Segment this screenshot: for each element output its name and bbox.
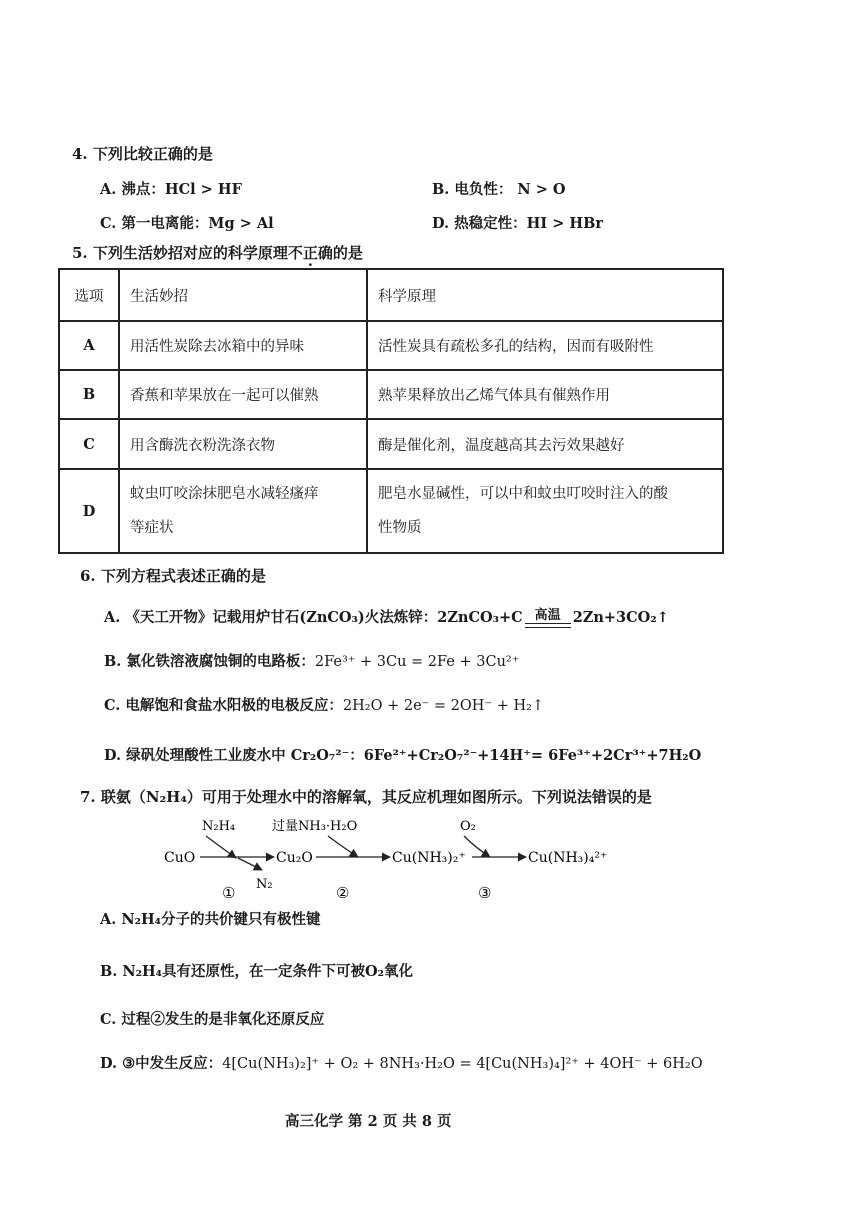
q6-option-c <box>104 694 544 715</box>
diagram-step3-label: ③ <box>478 884 492 902</box>
q5-row-tip: 香蕉和苹果放在一起可以催熟 <box>119 370 367 419</box>
q5-row-tip-line2: 等症状 <box>130 520 174 536</box>
diagram-reagent3-arrow <box>464 836 490 857</box>
diagram-cu2o: Cu₂O <box>276 850 313 866</box>
diagram-step2-label: ② <box>336 884 350 902</box>
q6-option-b-text: 氯化铁溶液腐蚀铜的电路板： <box>126 653 315 670</box>
q5-row-tip <box>119 469 367 553</box>
q5-row-principle <box>367 469 723 553</box>
diagram-cuo: CuO <box>164 850 196 866</box>
q7-option-c-label: C. <box>100 1011 117 1028</box>
q4-stem: 4. 下列比较正确的是 <box>72 145 213 163</box>
q7-option-b-label: B. <box>100 963 118 980</box>
q5-table <box>58 268 724 554</box>
q4-option-d-label: D. <box>432 215 450 232</box>
q5-stem-emphasis: 不正确 <box>287 244 333 262</box>
q5-row-principle: 酶是催化剂，温度越高其去污效果越好 <box>367 419 723 469</box>
q4-option-c <box>100 212 274 233</box>
q7-option-c-text: 过程②发生的是非氧化还原反应 <box>121 1011 325 1028</box>
q6-option-d-label: D. <box>104 747 122 764</box>
q4-option-d <box>432 212 603 233</box>
q7-option-a-label: A. <box>100 911 117 928</box>
q7-option-a <box>100 908 321 929</box>
q5-header-tip: 生活妙招 <box>119 269 367 321</box>
q4-option-b <box>432 178 566 199</box>
q6-option-b <box>104 650 519 671</box>
q4-option-b-text: 电负性： N > O <box>454 181 566 198</box>
q6-option-b-label: B. <box>104 653 122 670</box>
q7-option-d-equation: 4[Cu(NH₃)₂]⁺ + O₂ + 8NH₃·H₂O = 4[Cu(NH₃)₄]²⁺ + 4OH⁻ + 6H₂O <box>222 1056 703 1072</box>
q5-row-tip: 用含酶洗衣粉洗涤衣物 <box>119 419 367 469</box>
q5-row-key: D <box>59 469 119 553</box>
q6-option-a-condition-sign <box>525 609 571 628</box>
q6-option-a-condition: 高温 <box>534 607 561 623</box>
q4-option-c-text: 第一电离能：Mg > Al <box>121 215 274 232</box>
table-row <box>59 370 723 419</box>
q5-row-principle-line2: 性物质 <box>378 520 422 536</box>
q7-option-b-text: N₂H₄具有还原性，在一定条件下可被O₂氧化 <box>122 963 414 980</box>
q4-option-d-text: 热稳定性：HI > HBr <box>454 215 603 232</box>
q7-option-b <box>100 960 413 981</box>
q4-option-c-label: C. <box>100 215 117 232</box>
diagram-reagent1-arrow <box>206 836 236 858</box>
q5-stem-prefix: 5. 下列生活妙招对应的科学原理 <box>72 244 288 262</box>
q7-option-a-text: N₂H₄分子的共价键只有极性键 <box>121 911 321 928</box>
q5-row-principle-line1: 肥皂水显碱性，可以中和蚊虫叮咬时注入的酸 <box>378 486 668 502</box>
equals-bar <box>525 623 571 628</box>
q7-option-d <box>100 1052 703 1073</box>
q6-option-c-label: C. <box>104 697 121 714</box>
diagram-complex1: Cu(NH₃)₂⁺ <box>392 850 466 866</box>
diagram-complex2: Cu(NH₃)₄²⁺ <box>528 850 608 866</box>
q7-option-c <box>100 1008 324 1029</box>
q6-option-c-text: 电解饱和食盐水阳极的电极反应： <box>125 697 343 714</box>
q5-stem <box>72 242 363 263</box>
diagram-n2: N₂ <box>256 877 273 892</box>
q6-option-c-equation: 2H₂O + 2e⁻ = 2OH⁻ + H₂↑ <box>342 698 545 714</box>
q5-row-principle: 熟苹果释放出乙烯气体具有催熟作用 <box>367 370 723 419</box>
table-row <box>59 419 723 469</box>
q5-row-tip: 用活性炭除去冰箱中的异味 <box>119 321 367 370</box>
diagram-byproduct-arrow <box>238 858 262 870</box>
q5-table-header <box>59 269 723 321</box>
q7-stem: 7. 联氨（N₂H₄）可用于处理水中的溶解氧，其反应机理如图所示。下列说法错误的是 <box>80 788 652 806</box>
q4-option-a-label: A. <box>100 181 117 198</box>
q7-option-d-label: D. <box>100 1055 118 1072</box>
q7-option-d-text: ③中发生反应： <box>122 1055 223 1072</box>
q6-option-a-tail: 2Zn+3CO₂↑ <box>572 609 669 626</box>
q5-stem-suffix: 的是 <box>332 244 363 262</box>
diagram-reagent2-arrow <box>328 836 358 857</box>
q4-option-a-text: 沸点：HCl > HF <box>121 181 242 198</box>
table-row <box>59 321 723 370</box>
q5-row-principle: 活性炭具有疏松多孔的结构，因而有吸附性 <box>367 321 723 370</box>
q6-option-a <box>104 606 669 628</box>
q7-mechanism-diagram <box>150 812 620 904</box>
q6-option-d <box>104 744 701 765</box>
diagram-excess-ammonia: 过量NH₃·H₂O <box>272 819 358 834</box>
q5-row-key: A <box>59 321 119 370</box>
q6-stem: 6. 下列方程式表述正确的是 <box>80 567 266 585</box>
diagram-n2h4: N₂H₄ <box>202 819 236 834</box>
q6-option-d-text: 绿矾处理酸性工业废水中 Cr₂O₇²⁻：6Fe²⁺+Cr₂O₇²⁻+14H⁺= 6Fe³⁺+2Cr³⁺+7H₂O <box>126 747 702 764</box>
q5-row-tip-line1: 蚊虫叮咬涂抹肥皂水减轻瘙痒 <box>130 486 319 502</box>
q4-option-a <box>100 178 242 199</box>
q6-option-a-label: A. <box>104 609 121 626</box>
diagram-step1-label: ① <box>222 884 236 902</box>
q6-option-a-text: 《天工开物》记载用炉甘石(ZnCO₃)火法炼锌：2ZnCO₃+C <box>125 609 523 626</box>
q5-row-key: C <box>59 419 119 469</box>
page-footer: 高三化学 第 2 页 共 8 页 <box>285 1113 452 1130</box>
q5-header-principle: 科学原理 <box>367 269 723 321</box>
q5-header-option: 选项 <box>59 269 119 321</box>
table-row <box>59 469 723 553</box>
diagram-o2: O₂ <box>460 819 476 834</box>
q5-row-key: B <box>59 370 119 419</box>
q6-option-b-equation: 2Fe³⁺ + 3Cu = 2Fe + 3Cu²⁺ <box>314 654 520 670</box>
q4-option-b-label: B. <box>432 181 450 198</box>
